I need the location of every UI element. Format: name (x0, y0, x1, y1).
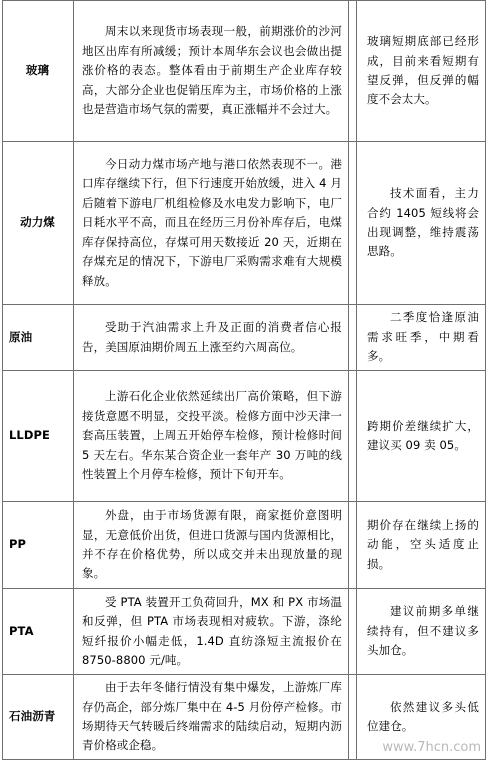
commodity-name: 原油 (3, 305, 74, 371)
column-gap (349, 675, 357, 760)
trading-advice: 技术面看，主力合约 1405 短线将会出现调整，维持震荡思路。 (357, 142, 486, 305)
commodity-name: PTA (3, 589, 74, 675)
site-watermark: www.7hcn.com (382, 740, 481, 755)
market-analysis: 外盘，由于市场货源有限，商家挺价意图明显，无意低价出货，但进口货源与国内货源相比，并不存在价格优势，所以成交并未出现放量的现象。 (74, 502, 349, 589)
table-row (3, 142, 486, 305)
market-analysis: 上游石化企业依然延续出厂高价策略，但下游接货意愿不明显，交投平淡。检修方面中沙天津一套高压装置，上周五开始停车检修，预计检修时间 5 天左右。华东某合资企业一套年产 30 万吨的线性装置上个月停车检修，预计下旬开车。 (74, 371, 349, 502)
trading-advice: 建议前期多单继续持有，但不建议多头加仓。 (357, 589, 486, 675)
commodity-name: 石油沥青 (3, 675, 74, 760)
commodity-name: 玻璃 (3, 1, 74, 142)
column-gap (349, 371, 357, 502)
commodity-name: 动力煤 (3, 142, 74, 305)
trading-advice: 二季度恰逢原油需求旺季，中期看多。 (357, 305, 486, 371)
market-analysis: 受助于汽油需求上升及正面的消费者信心报告，美国原油期价周五上涨至约六周高位。 (74, 305, 349, 371)
commodity-analysis-table (2, 0, 486, 760)
market-analysis: 今日动力煤市场产地与港口依然表现不一。港口库存继续下行，但下行速度开始放缓，进入 4 月后随着下游电厂机组检修及水电发力影响下，电厂日耗水平不高，而且在经历三月份补库存后，电煤库存保持高位，存煤可用天数接近 20 天，近期在存煤充足的情况下，下游电厂采购需求难有大规模释放。 (74, 142, 349, 305)
trading-advice: 期价存在继续上扬的动能，空头适度止损。 (357, 502, 486, 589)
column-gap (349, 142, 357, 305)
commodity-name: PP (3, 502, 74, 589)
table-row (3, 305, 486, 371)
market-analysis: 受 PTA 装置开工负荷回升，MX 和 PX 市场温和反弹，但 PTA 市场表现相对疲软。下游，涤纶短纤报价小幅走低，1.4D 直纺涤短主流报价在 8750-8800 元/吨。 (74, 589, 349, 675)
column-gap (349, 305, 357, 371)
table-row (3, 1, 486, 142)
commodity-name: LLDPE (3, 371, 74, 502)
table-row (3, 589, 486, 675)
column-gap (349, 502, 357, 589)
column-gap (349, 1, 357, 142)
trading-advice: 玻璃短期底部已经形成，目前来看短期有望反弹，但反弹的幅度不会太大。 (357, 1, 486, 142)
trading-advice: 依然建议多头低位建仓。 (357, 675, 486, 760)
market-analysis: 由于去年冬储行情没有集中爆发，上游炼厂库存仍高企，部分炼厂集中在 4-5 月份停产检修。市场期待天气转暖后终端需求的陆续启动，短期内沥青价格或企稳。 (74, 675, 349, 760)
table-row (3, 371, 486, 502)
table-row (3, 502, 486, 589)
market-analysis: 周末以来现货市场表现一般，前期涨价的沙河地区出库有所减缓；预计本周华东会议也会做出提涨价格的表态。整体看由于前期生产企业库存较高，大部分企业也促销压库为主，市场价格的上涨也是营造市场气氛的需要，真正涨幅并不会过大。 (74, 1, 349, 142)
trading-advice: 跨期价差继续扩大，建议买 09 卖 05。 (357, 371, 486, 502)
column-gap (349, 589, 357, 675)
